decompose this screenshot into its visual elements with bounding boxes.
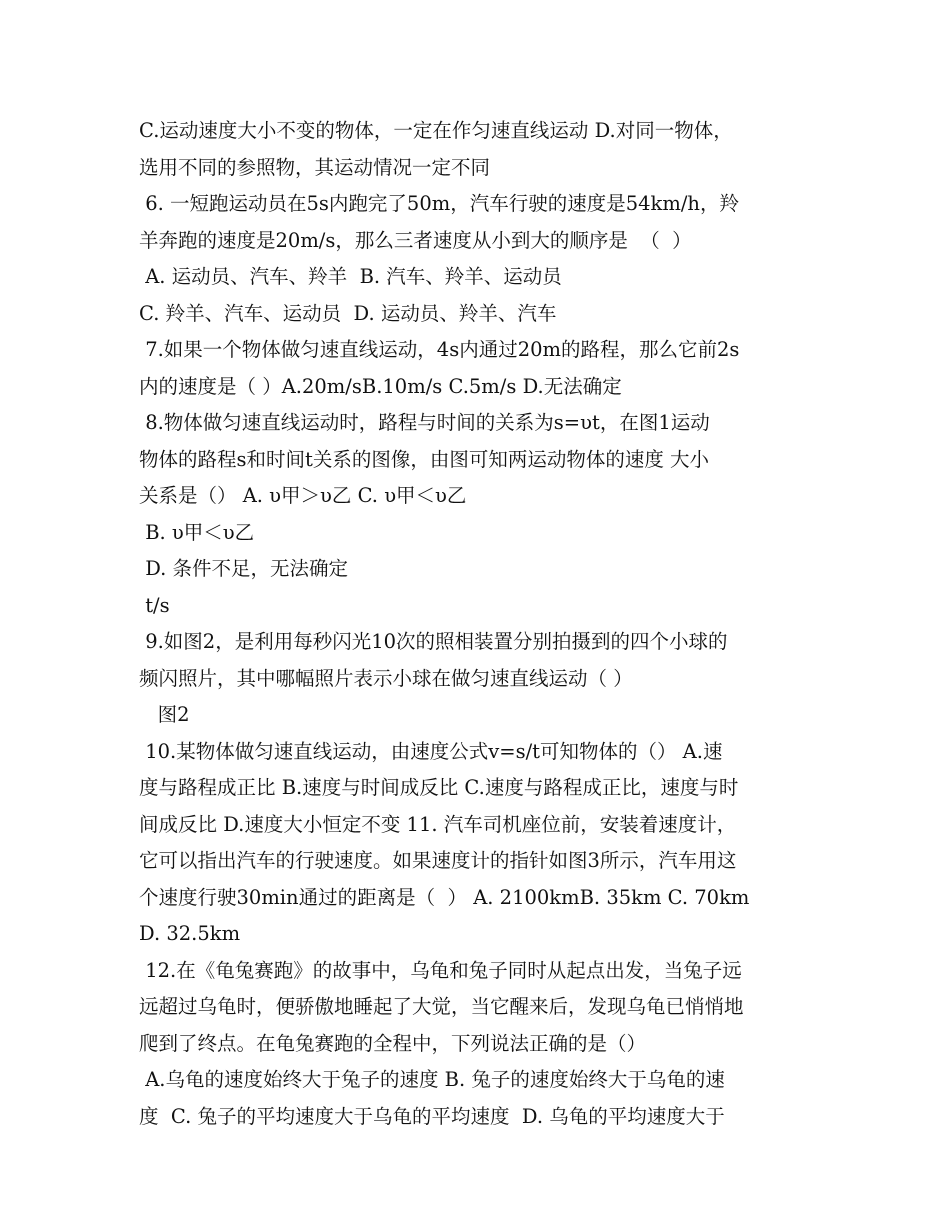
text-line: 内的速度是（ ）A.20m/sB.10m/s C.5m/s D.无法确定 (139, 374, 622, 398)
document-body (139, 113, 819, 1135)
text-line: t/s (139, 593, 170, 617)
text-line: 关系是（） A. υ甲＞υ乙 C. υ甲＜υ乙 (139, 484, 467, 507)
text-line: 10.某物体做匀速直线运动，由速度公式v=s/t可知物体的（） A.速 (139, 739, 723, 763)
text-line: D. 32.5km (139, 922, 241, 945)
text-line: 羊奔跑的速度是20m/s，那么三者速度从小到大的顺序是 （ ） (139, 228, 692, 252)
text-line: 物体的路程s和时间t关系的图像，由图可知两运动物体的速度 大小 (139, 447, 710, 471)
text-line: 12.在《龟兔赛跑》的故事中，乌龟和兔子同时从起点出发，当兔子远 (139, 958, 742, 982)
text-line: D. 条件不足，无法确定 (139, 557, 349, 580)
text-line: A.乌龟的速度始终大于兔子的速度 B. 兔子的速度始终大于乌龟的速 (139, 1068, 725, 1091)
text-line: 7.如果一个物体做匀速直线运动，4s内通过20m的路程，那么它前2s (139, 338, 740, 361)
text-line: 远超过乌龟时，便骄傲地睡起了大觉，当它醒来后，发现乌龟已悄悄地 (139, 995, 744, 1018)
text-line: 9.如图2，是利用每秒闪光10次的照相装置分别拍摄到的四个小球的 (139, 630, 728, 653)
text-line: 频闪照片，其中哪幅照片表示小球在做匀速直线运动（ ） (139, 666, 633, 690)
text-line: C. 羚羊、汽车、运动员 D. 运动员、羚羊、汽车 (139, 301, 557, 325)
text-line: 6. 一短跑运动员在5s内跑完了50m，汽车行驶的速度是54km/h，羚 (139, 192, 739, 215)
text-line: 间成反比 D.速度大小恒定不变 11. 汽车司机座位前，安装着速度计， (139, 812, 737, 836)
text-line: 爬到了终点。在龟兔赛跑的全程中，下列说法正确的是（） (139, 1031, 647, 1055)
text-line: 它可以指出汽车的行驶速度。如果速度计的指针如图3所示，汽车用这 (139, 849, 737, 872)
text-line: B. υ甲＜υ乙 (139, 520, 255, 544)
text-line: 度 C. 兔子的平均速度大于乌龟的平均速度 D. 乌龟的平均速度大于 (139, 1104, 725, 1128)
text-line: 个速度行驶30min通过的距离是（ ） A. 2100kmB. 35km C. 70km (139, 885, 750, 909)
text-line: 图2 (139, 703, 190, 726)
text-line: 度与路程成正比 B.速度与时间成反比 C.速度与路程成正比，速度与时 (139, 776, 739, 799)
text-line: A. 运动员、汽车、羚羊 B. 汽车、羚羊、运动员 (139, 265, 562, 288)
text-line: C.运动速度大小不变的物体，一定在作匀速直线运动 D.对同一物体， (139, 119, 733, 142)
text-line: 8.物体做匀速直线运动时，路程与时间的关系为s=υt，在图1运动 (139, 411, 710, 434)
text-line: 选用不同的参照物，其运动情况一定不同 (139, 155, 491, 179)
